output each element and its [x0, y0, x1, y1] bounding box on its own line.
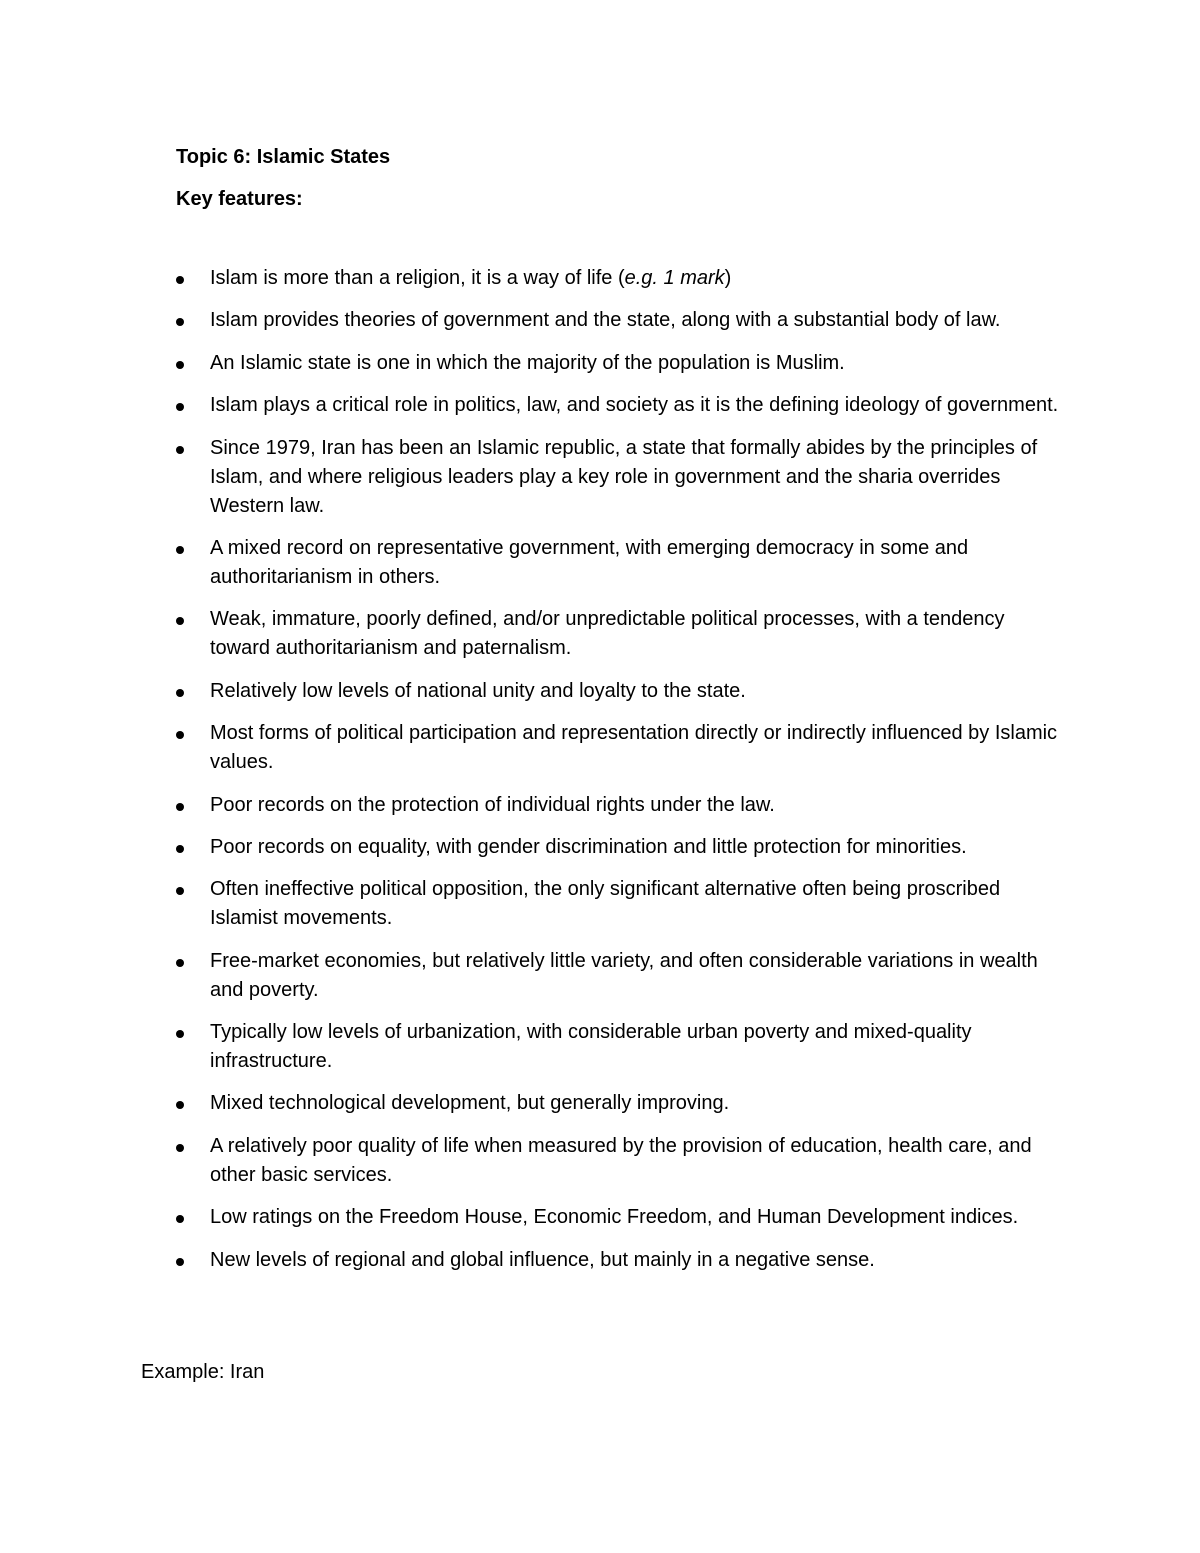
key-features-heading: Key features: — [176, 188, 303, 210]
list-item — [0, 1246, 1060, 1275]
list-item-text: Free-market economies, but relatively little variety, and often considerable variations in wealth and poverty. — [210, 949, 1038, 1001]
list-item-text: Poor records on the protection of individual rights under the law. — [210, 793, 775, 816]
list-item — [0, 306, 1060, 335]
list-item-text: Islam plays a critical role in politics, law, and society as it is the defining ideology of government. — [210, 394, 1059, 417]
list-item-text: A relatively poor quality of life when measured by the provision of education, health care, and other basic services. — [210, 1134, 1032, 1186]
list-item-text: Relatively low levels of national unity and loyalty to the state. — [210, 679, 746, 702]
bullet-icon — [176, 959, 184, 967]
bullet-icon — [176, 1215, 184, 1223]
list-item-text: Weak, immature, poorly defined, and/or unpredictable political processes, with a tendency toward authoritarianism and paternalism. — [210, 608, 1005, 660]
list-item — [0, 349, 1060, 378]
bullet-icon — [176, 446, 184, 454]
example-line: Example: Iran — [141, 1361, 265, 1383]
bullet-icon — [176, 1144, 184, 1152]
list-item — [0, 791, 1060, 820]
list-item-text: Poor records on equality, with gender discrimination and little protection for minorities. — [210, 835, 967, 858]
bullet-icon — [176, 617, 184, 625]
list-item-text: Islam is more than a religion, it is a way of life (e.g. 1 mark) — [210, 267, 732, 289]
italic-note: e.g. 1 mark — [624, 267, 725, 289]
list-item — [0, 264, 1060, 293]
list-item — [0, 1089, 1060, 1118]
list-item — [0, 1018, 1060, 1076]
list-item-text: Islam provides theories of government and the state, along with a substantial body of law. — [210, 309, 1001, 332]
bullet-icon — [176, 546, 184, 554]
list-item-text: Most forms of political participation and representation directly or indirectly influenced by Islamic values. — [210, 722, 1058, 774]
list-item — [0, 875, 1060, 933]
bullet-icon — [176, 361, 184, 369]
key-features-list — [0, 264, 1200, 1288]
bullet-icon — [176, 803, 184, 811]
bullet-icon — [176, 845, 184, 853]
bullet-icon — [176, 1030, 184, 1038]
list-item-text: An Islamic state is one in which the majority of the population is Muslim. — [210, 351, 845, 374]
bullet-icon — [176, 731, 184, 739]
list-item — [0, 1203, 1060, 1232]
list-item — [0, 605, 1060, 663]
list-item — [0, 677, 1060, 706]
list-item — [0, 434, 1060, 521]
list-item-text: Often ineffective political opposition, the only significant alternative often being proscribed Islamist movements. — [210, 878, 1001, 930]
list-item — [0, 534, 1060, 592]
list-item-text: Mixed technological development, but generally improving. — [210, 1092, 730, 1115]
list-item-text: Typically low levels of urbanization, with considerable urban poverty and mixed-quality infrastructure. — [210, 1021, 972, 1073]
bullet-icon — [176, 689, 184, 697]
list-item — [0, 947, 1060, 1005]
list-item — [0, 1132, 1060, 1190]
bullet-icon — [176, 403, 184, 411]
bullet-icon — [176, 318, 184, 326]
list-item-text: A mixed record on representative government, with emerging democracy in some and authoritarianism in others. — [210, 536, 969, 588]
bullet-icon — [176, 1101, 184, 1109]
list-item-text: Since 1979, Iran has been an Islamic republic, a state that formally abides by the principles of Islam, and where religious leaders play a key role in government and the sharia overrides Western law. — [210, 436, 1038, 517]
list-item — [0, 833, 1060, 862]
bullet-icon — [176, 1258, 184, 1266]
topic-title: Topic 6: Islamic States — [176, 146, 391, 168]
list-item-text: Low ratings on the Freedom House, Economic Freedom, and Human Development indices. — [210, 1206, 1019, 1229]
list-item — [0, 391, 1060, 420]
bullet-icon — [176, 276, 184, 284]
bullet-icon — [176, 887, 184, 895]
list-item — [0, 719, 1060, 777]
list-item-text: New levels of regional and global influence, but mainly in a negative sense. — [210, 1248, 875, 1271]
